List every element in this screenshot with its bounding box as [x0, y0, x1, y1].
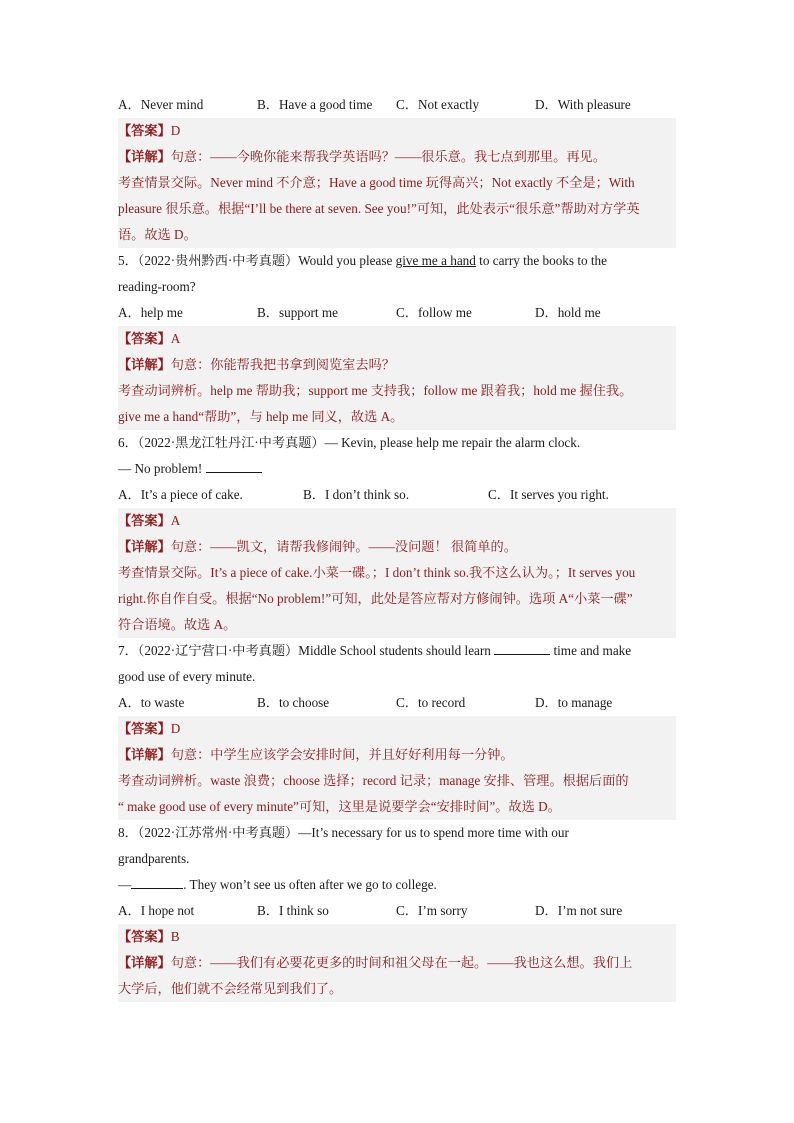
q4-option-c: C．Not exactly: [396, 97, 480, 112]
q8-answer-block: [118, 924, 676, 1002]
q7-answer: D: [170, 721, 181, 736]
answer-blank: [494, 642, 550, 655]
q8-answer: B: [170, 929, 180, 944]
answer-blank: [206, 460, 262, 473]
q5-stem-line-1: [118, 248, 676, 274]
q4-answer-block: [118, 118, 676, 248]
q4-detail-line-1: [118, 144, 676, 170]
q8-detail-line-1: [118, 950, 676, 976]
answer-tag: 【答案】: [118, 123, 171, 138]
q6-detail-line-2: 考查情景交际。It’s a piece of cake.小菜一碟。；I don’t think so.我不这么认为。；It serves you: [118, 565, 636, 580]
q5-option-b: B．support me: [257, 305, 338, 320]
q4-option-d: D．With pleasure: [535, 97, 631, 112]
q8-stem-line-3: [118, 872, 676, 898]
q7-detail-line-2: 考查动词辨析。waste 浪费；choose 选择；record 记录；manage 安排、管理。根据后面的: [118, 773, 629, 788]
q5-answer: A: [170, 331, 181, 346]
document-page: [118, 92, 676, 1002]
q7-stem-post: time and make: [550, 643, 632, 658]
q7-stem-line-2: good use of every minute.: [118, 669, 256, 684]
q8-option-d: D．I’m not sure: [535, 903, 623, 918]
q8-answer-line: [118, 924, 676, 950]
q7-option-b: B．to choose: [257, 695, 330, 710]
q4-detail-line-3: pleasure 很乐意。根据“I’ll be there at seven. See you!”可知，此处表示“很乐意”帮助对方学英: [118, 201, 640, 216]
q6-stem-line-1: 6．（2022·黑龙江牡丹江·中考真题）— Kevin, please help me repair the alarm clock.: [118, 435, 581, 450]
q8-detail-text: 句意：——我们有必要花更多的时间和祖父母在一起。——我也这么想。我们上: [170, 955, 633, 970]
q5-detail-line-3: give me a hand“帮助”，与 help me 同义，故选 A。: [118, 409, 404, 424]
q6-answer-line: [118, 508, 676, 534]
q4-answer-line: [118, 118, 676, 144]
q4-option-b: B．Have a good time: [257, 97, 373, 112]
q7-stem-line-1: [118, 638, 676, 664]
q6-detail-line-1: [118, 534, 676, 560]
q5-stem-line-2: reading-room?: [118, 279, 196, 294]
q5-stem-underline: give me a hand: [395, 253, 476, 268]
q7-answer-block: [118, 716, 676, 820]
q7-option-a: A．to waste: [118, 695, 185, 710]
q8-stem-line-1: 8．（2022·江苏常州·中考真题）—It’s necessary for us to spend more time with our: [118, 825, 569, 840]
q7-options: [118, 690, 676, 716]
q6-answer-block: [118, 508, 676, 638]
detail-tag: 【详解】: [118, 539, 171, 554]
q8-stem-pre: —: [118, 877, 132, 892]
answer-tag: 【答案】: [118, 331, 171, 346]
q5-detail-text: 句意：你能帮我把书拿到阅览室去吗？: [170, 357, 395, 372]
q4-detail-text: 句意：——今晚你能来帮我学英语吗？——很乐意。我七点到那里。再见。: [170, 149, 606, 164]
q7-detail-text: 句意：中学生应该学会安排时间，并且好好利用每一分钟。: [170, 747, 514, 762]
q5-option-c: C．follow me: [396, 305, 472, 320]
q5-answer-line: [118, 326, 676, 352]
q4-detail-line-4: 语。故选 D。: [118, 227, 197, 242]
q7-detail-line-3: “ make good use of every minute”可知，这里是说要学会“安排时间”。故选 D。: [118, 799, 561, 814]
q5-detail-line-2: 考查动词辨析。help me 帮助我；support me 支持我；follow me 跟着我；hold me 握住我。: [118, 383, 633, 398]
detail-tag: 【详解】: [118, 955, 171, 970]
q7-option-c: C．to record: [396, 695, 466, 710]
q6-option-a: A．It’s a piece of cake.: [118, 487, 243, 502]
q7-detail-line-1: [118, 742, 676, 768]
q8-option-a: A．I hope not: [118, 903, 195, 918]
q5-detail-line-1: [118, 352, 676, 378]
q6-detail-line-3: right.你自作自受。根据“No problem!”可知，此处是答应帮对方修闹钟。选项 A“小菜一碟”: [118, 591, 633, 606]
q5-answer-block: [118, 326, 676, 430]
q5-option-d: D．hold me: [535, 305, 601, 320]
q6-detail-text: 句意：——凯文，请帮我修闹钟。——没问题！ 很简单的。: [170, 539, 517, 554]
q7-stem-pre: 7．（2022·辽宁营口·中考真题）Middle School students should learn: [118, 643, 495, 658]
answer-tag: 【答案】: [118, 929, 171, 944]
answer-tag: 【答案】: [118, 721, 171, 736]
q8-option-b: B．I think so: [257, 903, 329, 918]
q4-options: [118, 92, 676, 118]
q4-detail-line-2: 考查情景交际。Never mind 不介意；Have a good time 玩得高兴；Not exactly 不全是；With: [118, 175, 635, 190]
q5-options: [118, 300, 676, 326]
q6-option-b: B．I don’t think so.: [303, 487, 409, 502]
q8-options: [118, 898, 676, 924]
q6-answer: A: [170, 513, 181, 528]
q8-option-c: C．I’m sorry: [396, 903, 468, 918]
answer-tag: 【答案】: [118, 513, 171, 528]
q8-stem-post: . They won’t see us often after we go to college.: [183, 877, 437, 892]
detail-tag: 【详解】: [118, 357, 171, 372]
q5-stem-post: to carry the books to the: [475, 253, 607, 268]
q7-answer-line: [118, 716, 676, 742]
q6-detail-line-4: 符合语境。故选 A。: [118, 617, 237, 632]
answer-blank: [131, 876, 183, 889]
q6-options: [118, 482, 676, 508]
q4-option-a: A．Never mind: [118, 97, 204, 112]
q8-stem-line-2: grandparents.: [118, 851, 190, 866]
detail-tag: 【详解】: [118, 149, 171, 164]
detail-tag: 【详解】: [118, 747, 171, 762]
q8-detail-line-2: 大学后，他们就不会经常见到我们了。: [118, 981, 343, 996]
q4-answer: D: [170, 123, 181, 138]
q5-option-a: A．help me: [118, 305, 183, 320]
q5-stem-pre: 5．（2022·贵州黔西·中考真题）Would you please: [118, 253, 396, 268]
q7-option-d: D．to manage: [535, 695, 613, 710]
q6-option-c: C．It serves you right.: [488, 487, 609, 502]
q6-stem-line-2: [118, 456, 676, 482]
q6-stem-text: — No problem!: [118, 461, 206, 476]
